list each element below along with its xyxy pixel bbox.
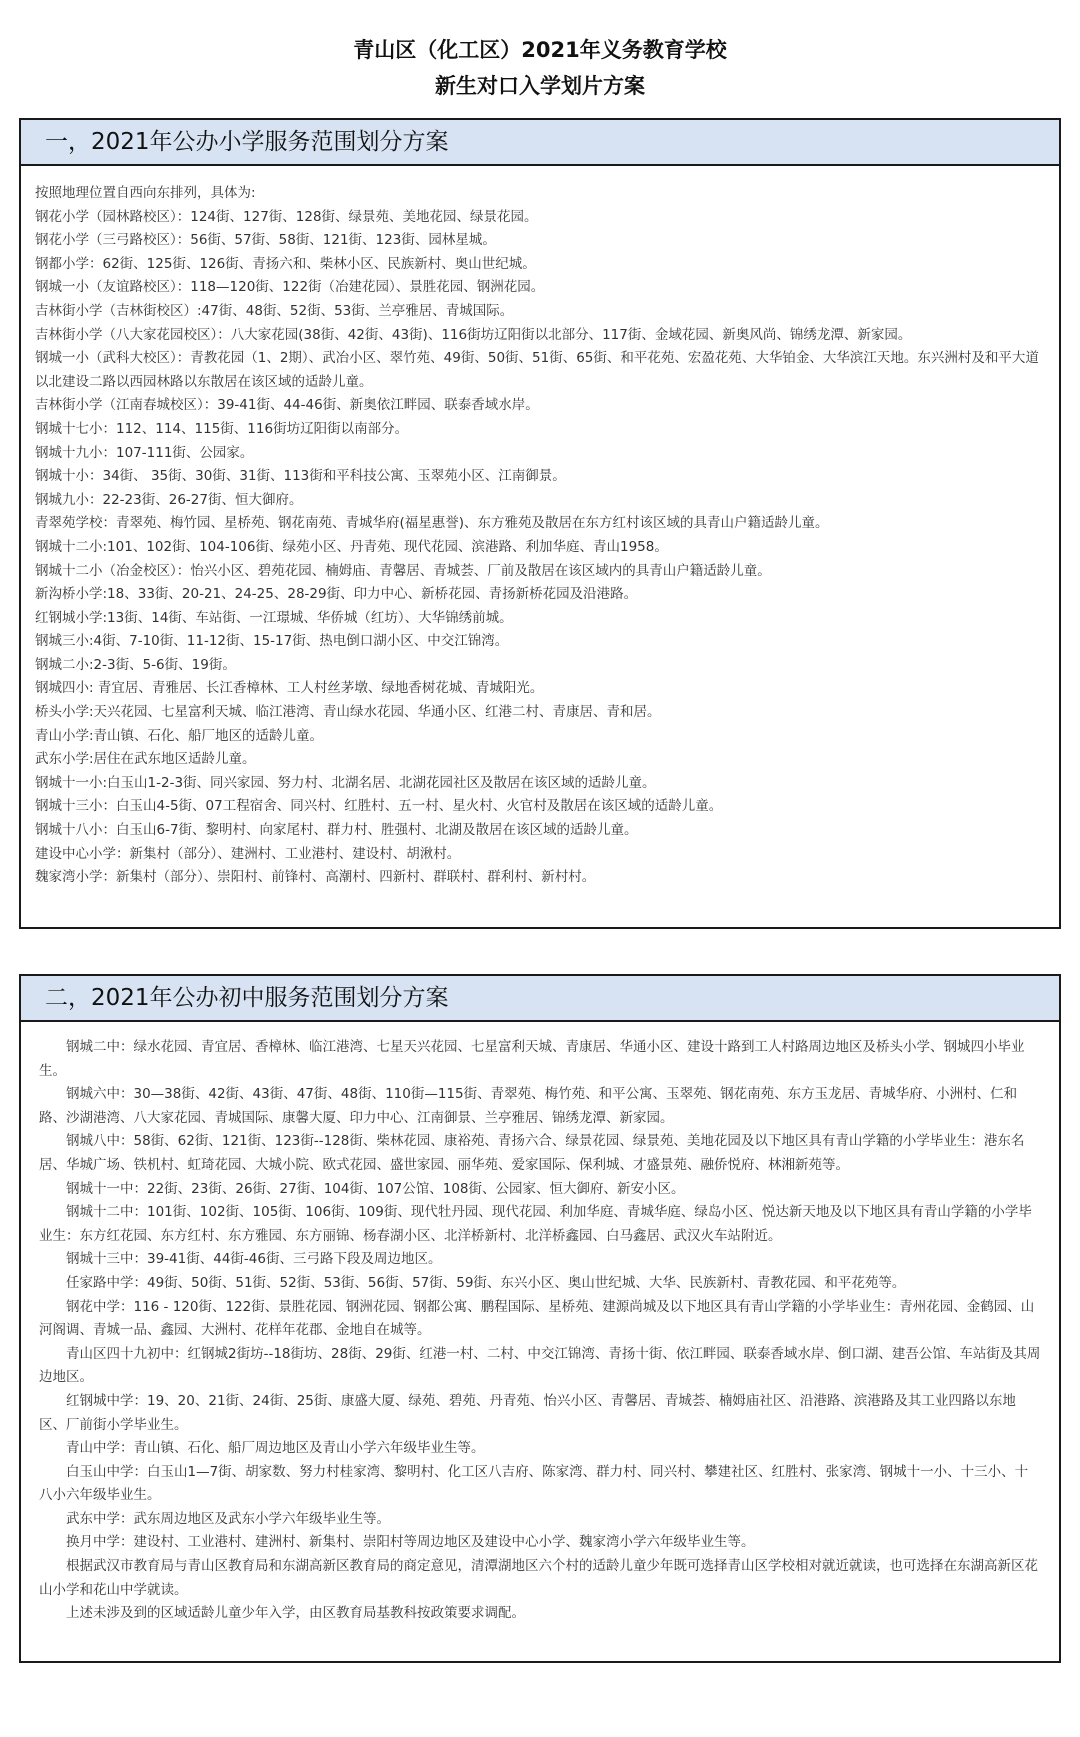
list-item: 钢城十九小：107-111街、公园家。 <box>35 444 254 461</box>
document-title <box>0 32 1080 104</box>
list-item: 建设中心小学：新集村（部分）、建洲村、工业港村、建设村、胡湫村。 <box>35 845 461 862</box>
paragraph: 钢城十一中：22街、23街、26街、27街、104街、107公馆、108街、公园家、恒大御府、新安小区。 <box>66 1180 685 1197</box>
section-2-body <box>21 1022 1059 1626</box>
section-1-heading: 一，2021年公办小学服务范围划分方案 <box>21 120 1059 166</box>
list-item: 青翠苑学校：青翠苑、梅竹园、星桥苑、钢花南苑、青城华府(福星惠誉)、东方雅苑及散居在东方红村该区域的具青山户籍适龄儿童。 <box>35 515 829 532</box>
paragraph: 白玉山中学：白玉山1—7街、胡家数、努力村桂家湾、黎明村、化工区八吉府、陈家湾、群力村、同兴村、攀建社区、红胜村、张家湾、钢城十一小、十三小、十八小六年级毕业生。 <box>39 1463 1029 1504</box>
list-item: 青山小学:青山镇、石化、船厂地区的适龄儿童。 <box>35 727 324 744</box>
list-item: 新沟桥小学:18、33街、20-21、24-25、28-29街、印力中心、新桥花园、青扬新桥花园及沿港路。 <box>35 586 638 603</box>
list-item: 钢花小学（三弓路校区）：56街、57街、58街、121街、123街、园林星城。 <box>35 232 496 249</box>
paragraph: 上述未涉及到的区域适龄儿童少年入学，由区教育局基教科按政策要求调配。 <box>66 1605 525 1622</box>
paragraph: 换月中学：建设村、工业港村、建洲村、新集村、崇阳村等周边地区及建设中心小学、魏家湾小学六年级毕业生等。 <box>66 1534 755 1551</box>
paragraph: 钢城十三中：39-41街、44街-46街、三弓路下段及周边地区。 <box>66 1251 442 1268</box>
list-item: 吉林街小学（八大家花园校区）：八大家花园(38街、42街、43街)、116街坊辽阳街以北部分、117街、金域花园、新奥风尚、锦绣龙潭、新家园。 <box>35 326 912 343</box>
paragraph: 任家路中学：49街、50街、51街、52街、53街、56街、57街、59街、东兴小区、奥山世纪城、大华、民族新村、青教花园、和平花苑等。 <box>66 1274 906 1291</box>
middle-school-section <box>19 974 1061 1663</box>
list-item: 钢城三小:4街、7-10街、11-12街、15-17街、热电倒口湖小区、中交江锦湾。 <box>35 633 509 650</box>
section-1-body <box>21 166 1059 890</box>
list-item: 钢都小学：62街、125街、126街、青扬六和、柴林小区、民族新村、奥山世纪城。 <box>35 255 536 272</box>
list-item: 钢城一小（友谊路校区）：118—120街、122街（冶建花园）、景胜花园、钢洲花园。 <box>35 279 545 296</box>
list-item: 钢城十二小:101、102街、104-106街、绿苑小区、丹青苑、现代花园、滨港路、利加华庭、青山1958。 <box>35 538 668 555</box>
paragraph: 武东中学：武东周边地区及武东小学六年级毕业生等。 <box>66 1510 390 1527</box>
list-item: 钢城二小:2-3街、5-6街、19街。 <box>35 656 236 673</box>
list-item: 钢城十小：34街、 35街、30街、31街、113街和平科技公寓、玉翠苑小区、江南御景。 <box>35 468 566 485</box>
paragraph: 根据武汉市教育局与青山区教育局和东湖高新区教育局的商定意见，清潭湖地区六个村的适龄儿童少年既可选择青山区学校相对就近就读，也可选择在东湖高新区花山小学和花山中学就读。 <box>39 1558 1038 1598</box>
list-item: 钢城十八小：白玉山6-7街、黎明村、向家尾村、群力村、胜强村、北湖及散居在该区域的适龄儿童。 <box>35 822 638 839</box>
paragraph: 青山中学：青山镇、石化、船厂周边地区及青山小学六年级毕业生等。 <box>66 1440 485 1457</box>
list-item: 钢城十七小：112、114、115街、116街坊辽阳街以南部分。 <box>35 420 409 437</box>
paragraph: 钢城十二中：101街、102街、105街、106街、109街、现代牡丹园、现代花园、利加华庭、青城华庭、绿岛小区、悦达新天地及以下地区具有青山学籍的小学毕业生：东方红花园、东方红村、东方雅园、东方丽锦、杨春湖小区、北洋桥新村、北洋桥鑫园、白马鑫居、武汉火车站附近。 <box>39 1204 1032 1244</box>
list-item: 武东小学:居住在武东地区适龄儿童。 <box>35 751 256 768</box>
section-2-heading: 二，2021年公办初中服务范围划分方案 <box>21 976 1059 1022</box>
title-line-2: 新生对口入学划片方案 <box>435 74 645 98</box>
list-item: 钢城十三小：白玉山4-5街、07工程宿舍、同兴村、红胜村、五一村、星火村、火官村及散居在该区域的适龄儿童。 <box>35 798 723 815</box>
title-line-1: 青山区（化工区）2021年义务教育学校 <box>353 38 727 62</box>
paragraph: 钢城八中：58街、62街、121街、123街--128街、柴林花园、康裕苑、青扬六合、绿景花园、绿景苑、美地花园及以下地区具有青山学籍的小学毕业生：港东名居、华城广场、铁机村、虹琦花园、大城小院、欧式花园、盛世家园、丽华苑、爱家国际、保利城、才盛景苑、融侨悦府、林湘新苑等。 <box>39 1133 1025 1173</box>
list-item: 桥头小学:天兴花园、七星富利天城、临江港湾、青山绿水花园、华通小区、红港二村、青康居、青和居。 <box>35 704 661 721</box>
list-item: 钢城一小（武科大校区）：青教花园（1、2期）、武冶小区、翠竹苑、49街、50街、51街、65街、和平花苑、宏盈花苑、大华铂金、大华滨江天地。东兴洲村及和平大道以北建设二路以西园林路以东散居在该区域的适龄儿童。 <box>35 350 1039 390</box>
paragraph: 钢城六中：30—38街、42街、43街、47街、48街、110街—115街、青翠苑、梅竹苑、和平公寓、玉翠苑、钢花南苑、东方玉龙居、青城华府、小洲村、仁和路、沙湖港湾、八大家花园、青城国际、康馨大厦、印力中心、江南御景、兰亭雅居、锦绣龙潭、新家园。 <box>39 1086 1018 1126</box>
list-item: 钢城四小: 青宜居、青雅居、长江香樟林、工人村丝茅墩、绿地香树花城、青城阳光。 <box>35 680 544 697</box>
primary-school-section <box>19 118 1061 929</box>
list-item: 魏家湾小学：新集村（部分）、崇阳村、前锋村、高潮村、四新村、群联村、群利村、新村村。 <box>35 869 596 886</box>
list-item: 按照地理位置自西向东排列，具体为: <box>35 185 256 201</box>
list-item: 红钢城小学:13街、14街、车站街、一江璟城、华侨城（红坊）、大华锦绣前城。 <box>35 609 513 626</box>
list-item: 钢城九小：22-23街、26-27街、恒大御府。 <box>35 491 303 508</box>
paragraph: 钢城二中：绿水花园、青宜居、香樟林、临江港湾、七星天兴花园、七星富利天城、青康居、华通小区、建设十路到工人村路周边地区及桥头小学、钢城四小毕业生。 <box>39 1039 1025 1079</box>
list-item: 钢花小学（园林路校区）：124街、127街、128街、绿景苑、美地花园、绿景花园。 <box>35 208 538 225</box>
list-item: 钢城十二小（冶金校区）：怡兴小区、碧苑花园、楠姆庙、青馨居、青城荟、厂前及散居在该区域内的具青山户籍适龄儿童。 <box>35 562 771 579</box>
paragraph: 红钢城中学：19、20、21街、24街、25街、康盛大厦、绿苑、碧苑、丹青苑、怡兴小区、青馨居、青城荟、楠姆庙社区、沿港路、滨港路及其工业四路以东地区、厂前街小学毕业生。 <box>39 1392 1016 1433</box>
list-item: 钢城十一小:白玉山1-2-3街、同兴家园、努力村、北湖名居、北湖花园社区及散居在该区域的适龄儿童。 <box>35 774 656 791</box>
paragraph: 钢花中学：116 - 120街、122街、景胜花园、钢洲花园、钢都公寓、鹏程国际、星桥苑、建源尚城及以下地区具有青山学籍的小学毕业生：青州花园、金鹤园、山河阁调、青城一品、鑫园、大洲村、花样年花郡、金地自在城等。 <box>39 1298 1035 1339</box>
paragraph: 青山区四十九初中：红钢城2街坊--18街坊、28街、29街、红港一村、二村、中交江锦湾、青扬十街、依江畔园、联泰香域水岸、倒口湖、建吾公馆、车站街及其周边地区。 <box>39 1345 1041 1386</box>
list-item: 吉林街小学（江南春城校区）：39-41街、44-46街、新奥依江畔园、联泰香域水岸。 <box>35 397 539 414</box>
list-item: 吉林街小学（吉林街校区）:47街、48街、52街、53街、兰亭雅居、青城国际。 <box>35 302 514 319</box>
